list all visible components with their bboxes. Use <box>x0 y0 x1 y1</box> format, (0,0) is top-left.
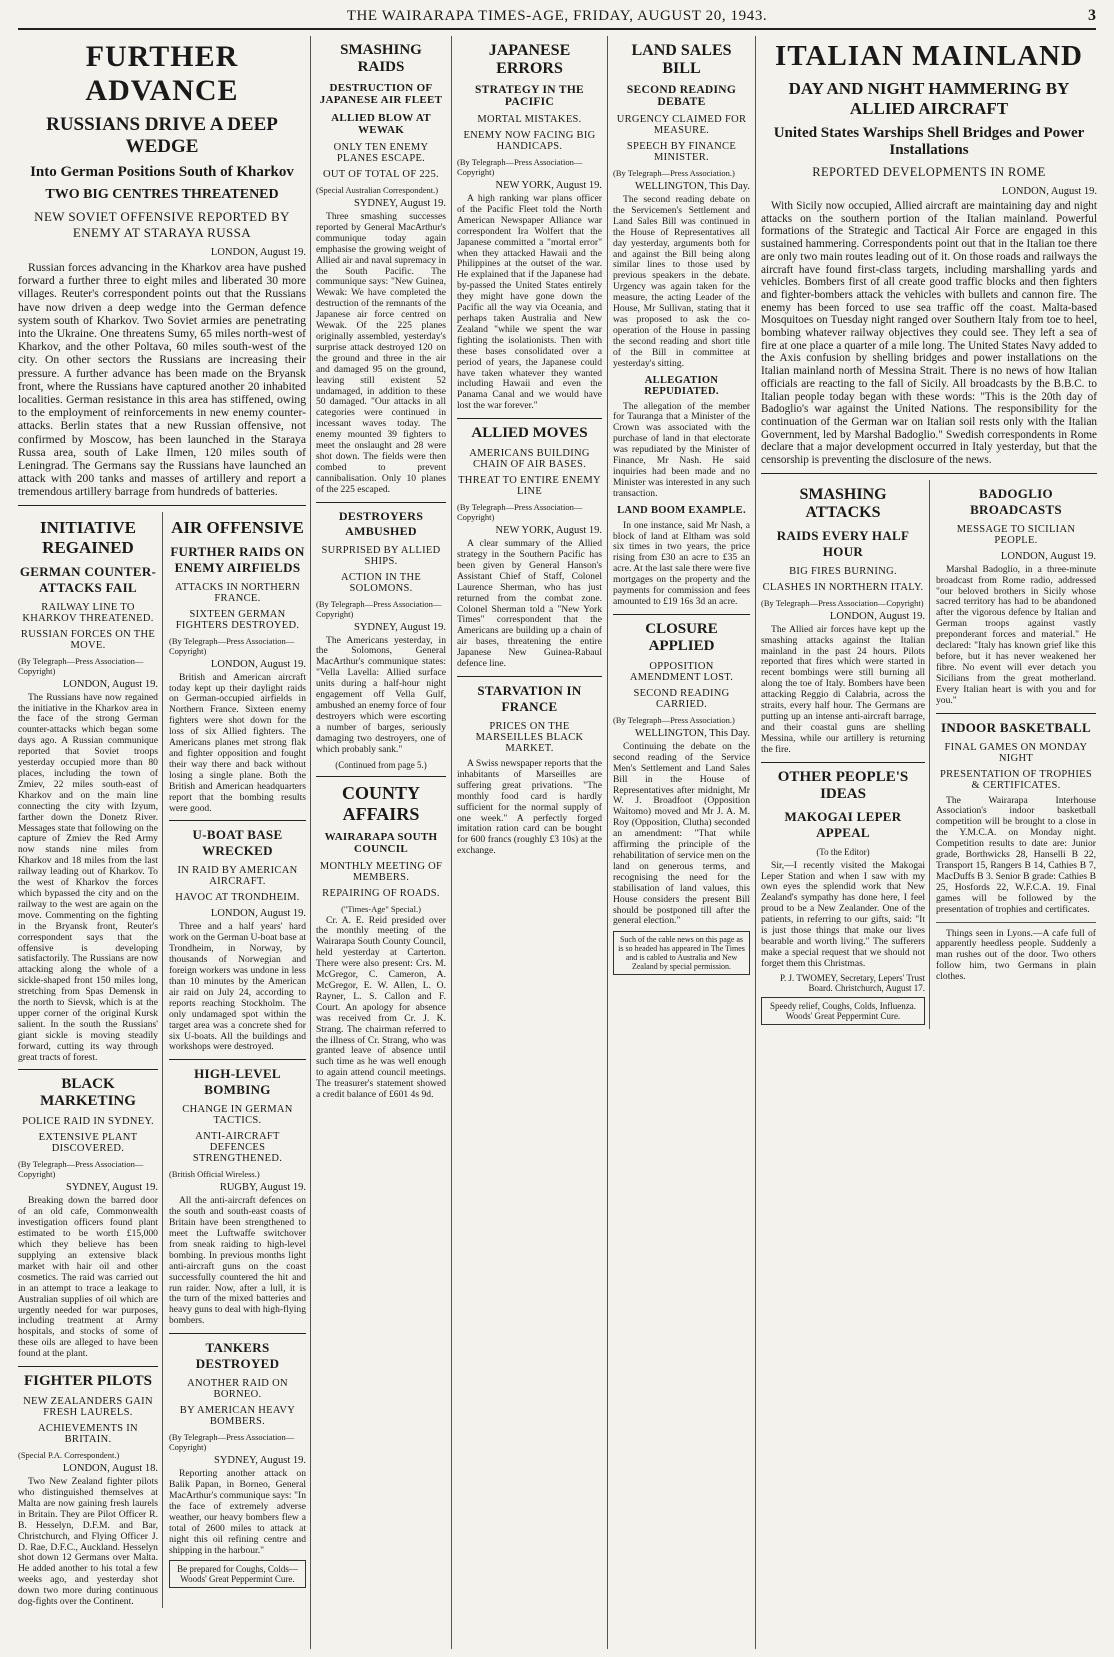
headline-county-affairs: COUNTY AFFAIRS <box>341 782 420 824</box>
article-body: Three and a half years' hard work on the German U-boat base at Trondheim, in Norway, by thousands of Norwegian and foreign workers was undone in less than 10 minutes by the American air raid on July 24, according to reports reaching Stockholm. The only undamaged spot within the target area was a concrete shed for six U-boats. All the buildings and workshops were destroyed. <box>168 921 306 1053</box>
subhead: RUSSIANS DRIVE A DEEP WEDGE <box>46 114 278 157</box>
dateline: LONDON, August 19. <box>210 247 306 258</box>
advertisement: Speedy relief, Coughs, Colds, Influenza. Woods' Great Peppermint Cure. <box>761 997 925 1025</box>
subhead: ENEMY NOW FACING BIG HANDICAPS. <box>463 130 596 152</box>
subhead: RUSSIAN FORCES ON THE MOVE. <box>20 628 156 651</box>
byline: (By Telegraph—Press Association—Copyright) <box>457 157 583 177</box>
subhead: SPEECH BY FINANCE MINISTER. <box>626 141 737 163</box>
subhead: FURTHER RAIDS ON ENEMY AIRFIELDS <box>170 543 305 575</box>
article-body: The Americans yesterday, in the Solomons, General MacArthur's communique states: "Vella Lavella: Allied surface units during a half-hour night engagement off Vella Gulf, ambushed an enemy force of four destroyers which were escorting a number of barges, seriously damaging two destroyers, one of which probably sank." <box>316 634 446 755</box>
article-body: The second reading debate on the Servicemen's Settlement and Land Sales Bill was continued in the House of Representatives all day yesterday, arguments both for and against the Bill being along similar lines to those used by previous speakers in the debate. Urgency was again taken for the measure, the acting Leader of the House, Mr Sullivan, stating that it was proposed to ask the co-operation of the House in passing the second reading and short title of the Bill in committee at yesterday's sitting. <box>613 194 750 369</box>
page-number: 3 <box>1088 7 1096 24</box>
subhead: OUT OF TOTAL OF 225. <box>323 169 439 180</box>
headline-starvation-in-france: STARVATION IN FRANCE <box>477 683 582 714</box>
subhead: OPPOSITION AMENDMENT LOST. <box>629 660 734 683</box>
subhead: POLICE RAID IN SYDNEY. <box>22 1116 154 1128</box>
subhead: BY AMERICAN HEAVY BOMBERS. <box>179 1405 296 1428</box>
subhead: MORTAL MISTAKES. <box>477 114 582 125</box>
byline: ("Times-Age" Special.) <box>341 903 421 914</box>
subhead: DAY AND NIGHT HAMMERING BY ALLIED AIRCRAFT <box>788 79 1070 118</box>
article-body: The Russians have now regained the initiative in the Kharkov area in the face of the strong German counter-attacks which began some days ago. A Russian communique reported that Soviet troops yesterday occupied more than 80 places, including the town of Zmiev, 22 miles south-east of Kharkov and on the main line connecting the city with Izyum, farther down the Donetz River. Messages state that following on the capture of Zmiev the Red Army now stands nine miles from Kharkov and 18 miles from the last railway leading out of Kharkov. To the west of Kharkov the forces which bypassed the city and on the railway to the west are again on the move. Commenting on the fighting in the Bryansk front, Reuter's correspondent says that the offensive is developing satisfactorily. The Russians are now attacking along the whole of a sickle-shaped front 150 miles long, stretching from Spas Demensk in the north to Sievsk, which is at the upper corner of the original Kursk salient. In the south the Russians' giant sickle is moving steadily forward, cutting its way through great tracts of forest. <box>18 691 158 1063</box>
subhead: ANTI-AIRCRAFT DEFENCES STRENGTHENED. <box>192 1131 283 1165</box>
letter-address: (To the Editor) <box>816 846 870 857</box>
subcolumn-left <box>18 512 163 1608</box>
article-body: All the anti-aircraft defences on the south and south-east coasts of Britain have been strengthened to meet the Luftwaffe switchover from sneak raiding to high-level bombing. In previous months light anti-aircraft guns on the coast successfully countered the hit and run raider. Now, after a lull, it is the turn of the mixed batteries and heavy guns to deal with high-flying bombers. <box>168 1195 306 1327</box>
article-body: Two New Zealand fighter pilots who distinguished themselves at Malta are now gaining fresh laurels in Britain. They are Pilot Officer R. B. Hesselyn, D.F.M. and Bar, Christchurch, and Flying Officer J. D. Rae, D.F.C., Auckland. Hesselyn shot down 12 Germans over Malta. He added another to his total a few weeks ago, and yesterday shot down two more during continuous dog-fights over the Continent. <box>18 1476 158 1608</box>
headline-allied-moves: ALLIED MOVES <box>471 425 588 442</box>
subhead: URGENCY CLAIMED FOR MEASURE. <box>616 114 747 136</box>
masthead <box>18 6 1096 30</box>
dateline: WELLINGTON, This Day. <box>635 727 750 739</box>
subhead: SECOND READING DEBATE <box>626 84 737 108</box>
subhead: STRATEGY IN THE PACIFIC <box>474 84 585 108</box>
headline-land-sales-bill: LAND SALES BILL <box>631 42 732 77</box>
subhead: FINAL GAMES ON MONDAY NIGHT <box>944 741 1088 764</box>
subhead: ONLY TEN ENEMY PLANES ESCAPE. <box>333 142 429 164</box>
headline-smashing-raids: SMASHING RAIDS <box>340 42 422 75</box>
subhead: NEW ZEALANDERS GAIN FRESH LAURELS. <box>23 1396 153 1419</box>
column-rule <box>451 36 452 1649</box>
subhead: PRICES ON THE MARSEILLES BLACK MARKET. <box>475 721 584 754</box>
article-body: Three smashing successes reported by General MacArthur's communique today again emphasise the growing weight of Allied air and naval supremacy in the South Pacific. The communique says: "New Guinea, Wewak: We have completed the destruction of the remnants of the Japanese air force centred on Wewak. Of the 225 planes originally assembled, yesterday's surprise attack destroyed 120 on the ground and three in the air and damaged 95 on the ground, leaving still existent 52 undamaged, in addition to these 50 damaged. "Our attacks in all categories were continued in incessant waves today. The enemy mounted 39 fighters to meet the onslaught and 28 were shot down. The fields were then combed to prevent cannibalisation. Only 10 planes of the 225 escaped. <box>316 211 446 495</box>
subhead: CLASHES IN NORTHERN ITALY. <box>762 581 924 593</box>
headline-initiative-regained: INITIATIVE REGAINED <box>39 517 137 557</box>
byline: (By Telegraph—Press Association—Copyright) <box>316 598 442 619</box>
subcolumn-right <box>169 512 306 1608</box>
subhead: BIG FIRES BURNING. <box>789 565 897 577</box>
article-body: Breaking down the barred door of an old cafe, Commonwealth investigation officers found plant estimated to be worth £15,000 which they believe has been supplying an extensive black market with hair oil and other cosmetics. The raid was carried out in an attempt to trace a leakage to Australian supplies of oil which are urgently needed for war purposes, including treatment at Army hospitals, and stocks of some of these oils are alleged to have been found at the plant. <box>18 1195 158 1360</box>
subhead: THREAT TO ENTIRE ENEMY LINE <box>458 475 601 498</box>
signature: P. J. TWOMEY, Secretary, Lepers' Trust Board. Christchurch, August 17. <box>780 972 925 993</box>
column-5 <box>761 36 1097 1649</box>
column-rule <box>310 36 311 1649</box>
article-body: A clear summary of the Allied strategy in the Southern Pacific has been given by General Hanson's Assistant Chief of Staff, Colonel Laurence Sherman, who has just returned from the combat zone. Colonel Sherman told a "New York Times" correspondent that the Americans are building up a chain of air bases, threatening the entire Japanese New Guinea-Rabaul defence line. <box>457 538 602 670</box>
byline: (By Telegraph—Press Association—Copyright) <box>761 597 924 608</box>
subhead: MESSAGE TO SICILIAN PEOPLE. <box>956 523 1076 546</box>
byline: (By Telegraph—Press Association—Copyright) <box>18 655 144 676</box>
dateline: NEW YORK, August 19. <box>495 180 602 191</box>
byline: (British Official Wireless.) <box>168 1169 260 1180</box>
headline-tankers-destroyed: TANKERS DESTROYED <box>195 1340 280 1372</box>
headline-further-advance: FURTHER ADVANCE <box>85 40 239 107</box>
column-rule <box>755 36 756 1649</box>
subhead: ATTACKS IN NORTHERN FRANCE. <box>175 581 300 604</box>
article-body: Russian forces advancing in the Kharkov area have pushed forward a further three to eight miles and liberated 30 more villages. Reuter's correspondent points out that the Russians have now driven a deep wedge into the German defence system south of Kharkov. Two Soviet armies are penetrating into the Ukraine. One threatens Sumy, 65 miles north-west of Kharkov, and the other Poltava, 60 miles south-west of the city. On other sectors the Russians are increasing their pressure. A further advance has been made on the Bryansk front, where the Russians have captured another 20 inhabited localities. German resistance in this area has stiffened, owing to the employment of reinforcements in new enemy counter-attacks. Berlin states that a new Russian offensive, not confirmed by Moscow, has been launched in the Staraya Russa area, south of Lake Ilmen, 120 miles south of Leningrad. The Germans say the Russians have launched an attack with 200 tanks and masses of artillery and report a tremendous artillery barrage from hundreds of batteries. <box>18 261 306 499</box>
headline-high-level-bombing: HIGH-LEVEL BOMBING <box>194 1066 281 1098</box>
byline: (By Telegraph—Press Association—Copyright) <box>457 502 583 523</box>
subhead: MAKOGAI LEPER APPEAL <box>784 808 902 840</box>
headline-badoglio-broadcasts: BADOGLIO BROADCASTS <box>970 485 1062 517</box>
article-body: Things seen in Lyons.—A cafe full of apparently heedless people. Suddenly a man rushes out of the door. Two others follow him, two Germans in plain clothes. <box>936 927 1096 983</box>
subhead: HAVOC AT TRONDHEIM. <box>175 892 300 904</box>
subhead: Into German Positions South of Kharkov <box>30 164 294 180</box>
masthead-title: THE WAIRARAPA TIMES-AGE, FRIDAY, AUGUST 20, 1943. <box>346 8 768 24</box>
subhead: PRESENTATION OF TROPHIES & CERTIFICATES. <box>939 768 1092 791</box>
copyright-note: Such of the cable news on this page as is so headed has appeared in The Times and is cabled to Australia and New Zealand by special permission. <box>613 931 750 975</box>
dateline: SYDNEY, August 19. <box>65 1182 158 1194</box>
dateline: LONDON, August 19. <box>1001 186 1097 197</box>
subhead: United States Warships Shell Bridges and Power Installations <box>773 125 1085 158</box>
continued-note: (Continued from page 5.) <box>335 759 427 770</box>
subhead: REPAIRING OF ROADS. <box>322 887 440 899</box>
subhead: LAND BOOM EXAMPLE. <box>617 504 746 516</box>
dateline: SYDNEY, August 19. <box>354 198 446 209</box>
byline: (By Telegraph—Press Association—Copyright) <box>18 1159 144 1180</box>
headline-destroyers-ambushed: DESTROYERS AMBUSHED <box>338 508 424 538</box>
article-body: A high ranking war plans officer of the Pacific Fleet told the North American Newspaper Alliance war correspondent Ira Wolfert that the Japanese committed a "mortal error" when they attacked Hawaii and the Philippines at the outset of the war. He explained that if the Japanese had by-passed the United States entirely they might have gone down the Pacific all the way via Oceania, and perhaps taken Australia and New Zealand "while we spent the war fighting the isolationists. Then with these bases consolidated over a period of years, the Japanese could have taken whatever they wanted including Hawaii and even the Panama Canal and we would have lost the war forever." <box>457 193 602 412</box>
subhead: RAIDS EVERY HALF HOUR <box>776 527 910 559</box>
byline: (By Telegraph—Press Association—Copyright) <box>168 1432 295 1453</box>
advertisement: Be prepared for Coughs, Colds—Woods' Great Peppermint Cure. <box>169 1560 306 1588</box>
subhead: ACHIEVEMENTS IN BRITAIN. <box>38 1423 138 1446</box>
subhead: NEW SOVIET OFFENSIVE REPORTED BY ENEMY AT STARAYA RUSSA <box>34 209 290 240</box>
subcolumn-right <box>936 480 1096 1029</box>
subhead: REPORTED DEVELOPMENTS IN ROME <box>812 165 1046 179</box>
subhead: MONTHLY MEETING OF MEMBERS. <box>319 860 443 883</box>
byline: (Special Australian Correspondent.) <box>316 185 439 195</box>
subhead: EXTENSIVE PLANT DISCOVERED. <box>38 1132 138 1155</box>
headline-u-boat-base: U-BOAT BASE WRECKED <box>192 827 283 859</box>
headline-air-offensive: AIR OFFENSIVE <box>171 517 304 537</box>
article-body: Continuing the debate on the second reading of the Service Men's Settlement and Land Sales Bill in the House of Representatives after midnight, Mr W. J. Broadfoot (Opposition Waitomo) moved and Mr J. A. M. Roy (Opposition, Clutha) seconded an amendment: "That while affirming the principle of the rehabilitation of service men on the land on generous terms, and recognising the need for the stabilisation of land values, this House considers the present Bill should be postponed till after the general election." <box>613 740 750 927</box>
headline-fighter-pilots: FIGHTER PILOTS <box>24 1373 152 1390</box>
dateline: WELLINGTON, This Day. <box>635 181 750 192</box>
subhead: DESTRUCTION OF JAPANESE AIR FLEET <box>319 82 443 106</box>
byline: (By Telegraph—Press Association.) <box>613 168 735 178</box>
column-2 <box>316 36 446 1649</box>
subhead: ALLIED BLOW AT WEWAK <box>331 112 431 136</box>
byline: (By Telegraph—Press Association.) <box>613 714 735 725</box>
article-body: In one instance, said Mr Nash, a block of land at Eltham was sold six times in two years, the price rising from £30 an acre to £35 an acre. At the last sale there were five mortgages on the property and the payments for commission and fees amounted to £19 16s 3d an acre. <box>613 519 750 607</box>
headline-japanese-errors: JAPANESE ERRORS <box>488 42 571 77</box>
byline: (By Telegraph—Press Association—Copyright) <box>168 635 295 656</box>
article-body: With Sicily now occupied, Allied aircraft are maintaining day and night attacks on the southern portion of the Italian mainland. Powerful formations of the Strategic and Tactical Air Force are engaged in this sustained hammering. Correspondents point out that in the Italian toe there are only two main routes leading out of it. On those roads and railways the aircraft have found first-class targets, including marshalling yards and vehicles. Bombers first of all create good traffic blocks and then fighters and fighter-bombers attack the vehicles with bullets and cannon fire. The enemy has been forced to use sea traffic off the coast. Malta-based Mosquitoes on Tuesday night ranged over Southern Italy from toe to heel, bombing whatever railway objectives they could see. They left a sea of fire at one place a quarter of a mile long. The United States Navy added to the Axis confusion by shelling bridges and power installations on the Italian mainland north of Messina Strait. There is no news of how Italian officials are reacting to the fall of Sicily. All broadcasts by the B.B.C. to Italian people today began with these words: "This is the 20th day of Badoglio's war against the United Nations. The responsibility for the continuation of the German war on Italian soil rests only with the Italian Government, led by Marshal Badoglio." Swedish correspondents in Rome declare that a major development occurred in Italy yesterday, but that the censorship is preventing the disclosure of the news. <box>761 200 1097 467</box>
dateline: LONDON, August 19. <box>210 908 306 920</box>
article-body: Sir,—I recently visited the Makogai Leper Station and when I saw with my own eyes the splendid work that New Zealand's sympathy has done here, I feel proud to be a New Zealander. One of the patients, in referring to our gifts, said: "It is just those things that make our lives bearable and worth living." The sufferers make a special request that we should not forget them this Christmas. <box>761 859 925 969</box>
headline-other-peoples-ideas: OTHER PEOPLE'S IDEAS <box>777 768 909 802</box>
article-body: British and American aircraft today kept up their daylight raids on German-occupied airfields in Northern France. Sixteen enemy fighters were shot down for the loss of six Allied fighters. The Americans planes met strong flak and fighter opposition and fought their way there and back without losing a single plane. Both the British and American headquarters report that the bombing results were good. <box>168 671 306 814</box>
article-body: The allegation of the member for Tauranga that a Minister of the Crown was associated with the purchase of land in that electorate was repudiated by the Minister of Finance, Mr Nash. He said inquiries had been made and no Minister was interested in any such transaction. <box>613 400 750 499</box>
subhead: WAIRARAPA SOUTH COUNCIL <box>324 830 438 855</box>
subhead: CHANGE IN GERMAN TACTICS. <box>182 1104 293 1127</box>
subcolumn-left <box>761 480 930 1029</box>
subhead: ANOTHER RAID ON BORNEO. <box>187 1378 288 1401</box>
subhead: SURPRISED BY ALLIED SHIPS. <box>321 544 441 567</box>
subhead: GERMAN COUNTER-ATTACKS FAIL <box>19 563 157 595</box>
subhead: ACTION IN THE SOLOMONS. <box>340 571 422 594</box>
subhead: TWO BIG CENTRES THREATENED <box>45 187 279 202</box>
column-rule <box>607 36 608 1649</box>
subhead: RAILWAY LINE TO KHARKOV THREATENED. <box>22 601 154 624</box>
headline-closure-applied: CLOSURE APPLIED <box>645 620 718 654</box>
dateline: LONDON, August 19. <box>1000 550 1096 562</box>
dateline: LONDON, August 19. <box>829 610 925 622</box>
article-body: The Wairarapa Interhouse Association's indoor basketball competition will be brought to a close in the Y.M.C.A. on Monday night. Competition results to date are: Junior grade, Borthwicks 28, Hanselli B 22, Transport 15, Rangers B 14, Cathies B 7, MacDuffs B 3. Senior B grade: Cathies B 25, Hosfords 22, W.F.C.A. 19. Final games will be followed by the presentation of trophies and certificates. <box>936 794 1096 915</box>
dateline: NEW YORK, August 19. <box>495 525 602 537</box>
article-body: Reporting another attack on Balik Papan, in Borneo, General MacArthur's communique says: "In the face of extremely adverse weather, our heavy bombers flew a total of 2600 miles to attack at night this oil refining centre and shipping in the harbour." <box>168 1468 306 1556</box>
subhead: ALLEGATION REPUDIATED. <box>644 374 719 397</box>
article-body: Marshal Badoglio, in a three-minute broadcast from Rome radio, addressed "our beloved brothers in Sicily whose sacred territory has had to be abandoned after the vigorous defence by Italian and German troops against vastly preponderant forces and material." He declared: "Italy has known grief like this before, but it has never weakened her fibre. No event will ever detach you Sicilians from the great motherland. Every Italian heart is with you and for you." <box>936 563 1096 706</box>
subhead: SECOND READING CARRIED. <box>633 687 730 710</box>
dateline: LONDON, August 18. <box>62 1463 158 1475</box>
headline-smashing-attacks: SMASHING ATTACKS <box>799 485 887 521</box>
dateline: SYDNEY, August 19. <box>214 1455 306 1467</box>
article-body: The Allied air forces have kept up the smashing attacks against the Italian mainland in the past 24 hours. Pilots reported that fires which were started in recent bombings were still burning all along the toe of Italy. Bombers have been attacking Reggio di Calabria, across the straits, every half hour. The Germans are putting up an intense anti-aircraft barrage, and their coastal guns are shelling Messina, while our artillery is returning the fire. <box>761 623 925 755</box>
subhead: IN RAID BY AMERICAN AIRCRAFT. <box>177 865 298 888</box>
column-4 <box>613 36 750 1649</box>
dateline: RUGBY, August 19. <box>219 1182 306 1194</box>
dateline: LONDON, August 19. <box>210 658 306 670</box>
dateline: SYDNEY, August 19. <box>354 621 446 633</box>
article-body: A Swiss newspaper reports that the inhabitants of Marseilles are suffering great privations. "The monthly food card is hardly sufficient for the normal supply of one week." A perfectly forged imitation ration card can be bought for 600 francs (roughly £3 10s) at the exchange. <box>457 758 602 857</box>
headline-black-marketing: BLACK MARKETING <box>40 1076 136 1110</box>
headline-indoor-basketball: INDOOR BASKETBALL <box>941 719 1091 735</box>
subhead: AMERICANS BUILDING CHAIN OF AIR BASES. <box>469 448 590 471</box>
byline: (Special P.A. Correspondent.) <box>18 1450 120 1461</box>
article-body: Cr. A. E. Reid presided over the monthly meeting of the Wairarapa South County Council, held yesterday at Carterton. There were also present: Crs. M. McGregor, C. Cameron, A. McGregor, E. W. Allen, L. O. Rayner, L. S. Callon and F. Court. An apology for absence was received from Cr. J. K. Strang. The chairman referred to the illness of Cr. Strang, who was granted leave of absence until such time as he was well enough to again attend council meetings. The treasurer's statement showed a credit balance of £601 4s 9d. <box>316 914 446 1101</box>
headline-italian-mainland: ITALIAN MAINLAND <box>775 40 1083 72</box>
dateline: LONDON, August 19. <box>62 678 158 690</box>
column-3 <box>457 36 602 1649</box>
column-1 <box>18 36 306 1649</box>
subhead: SIXTEEN GERMAN FIGHTERS DESTROYED. <box>175 608 300 631</box>
